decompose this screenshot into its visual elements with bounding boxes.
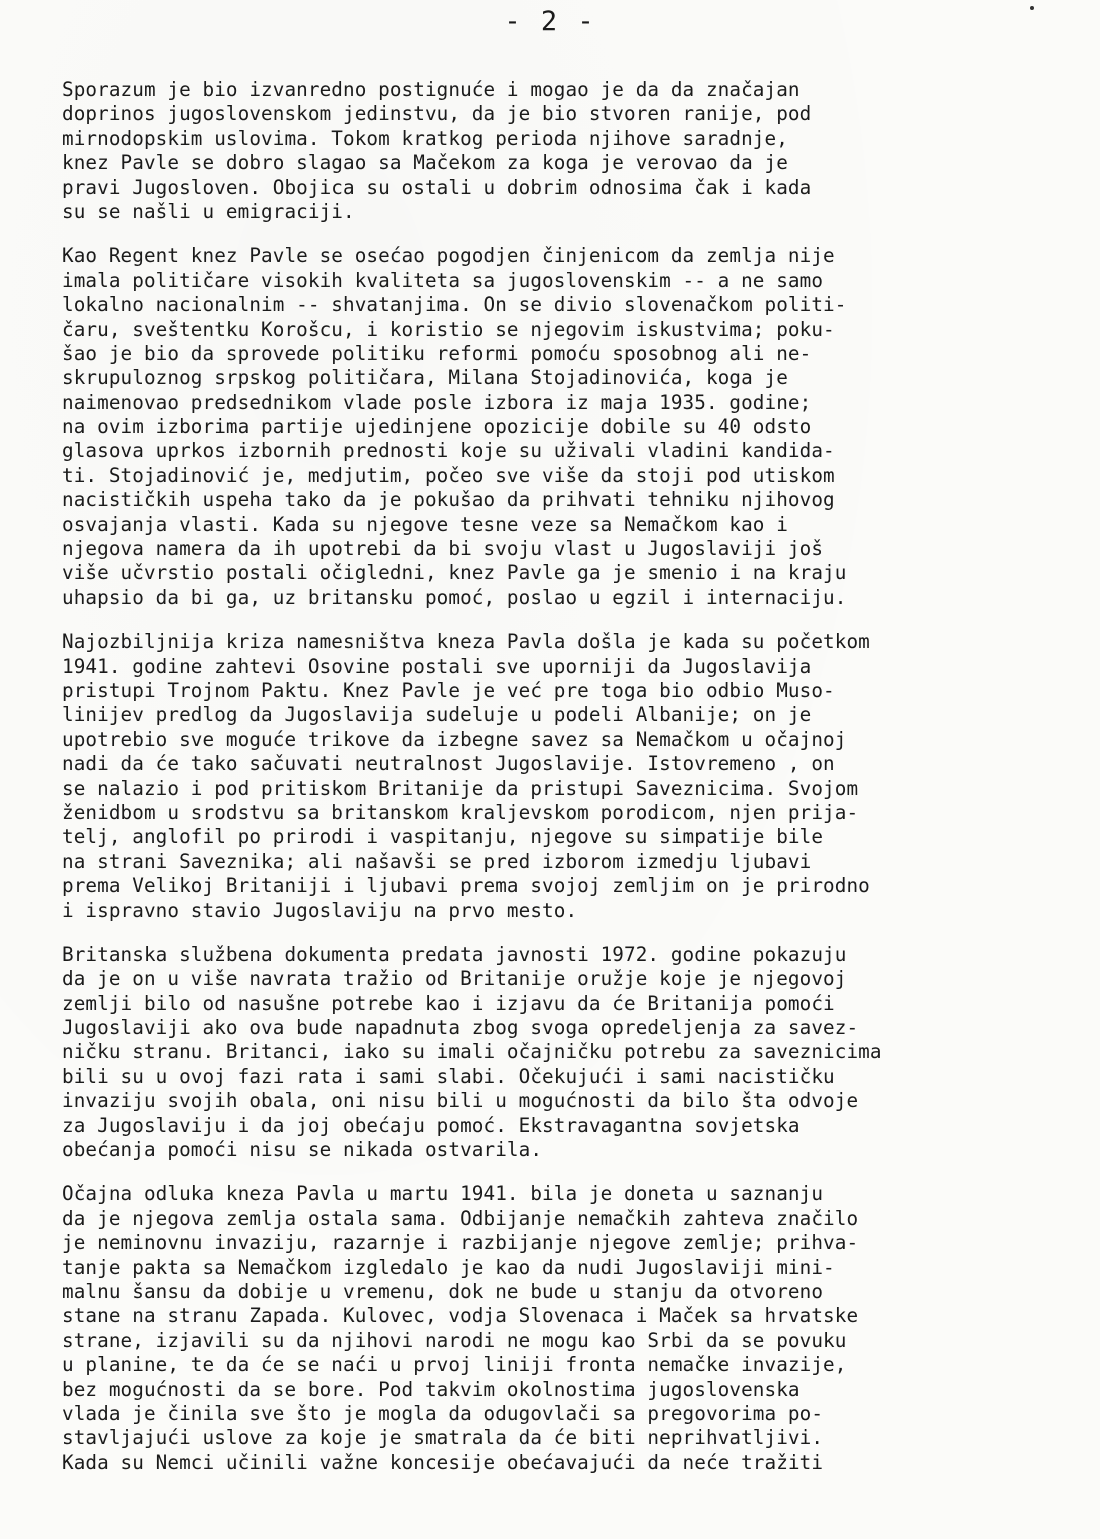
document-body [62,78,1062,1495]
text-line: uhapsio da bi ga, uz britansku pomoć, poslao u egzil i internaciju. [62,585,847,609]
text-line: tanje pakta sa Nemačkom izgledalo je kao da nudi Jugoslaviji mini- [62,1255,835,1279]
text-line: njegova namera da ih upotrebi da bi svoju vlast u Jugoslaviji još [62,537,824,561]
text-line: Najozbiljnija kriza namesništva kneza Pavla došla je kada su početkom [62,630,870,654]
text-line: Kao Regent knez Pavle se osećao pogodjen činjenicom da zemlja nije [62,244,835,268]
text-line: malnu šansu da dobije u vremenu, dok ne bude u stanju da otvoreno [62,1279,824,1303]
text-line: pristupi Trojnom Paktu. Knez Pavle je već pre toga bio odbio Muso- [62,678,835,702]
text-line: invaziju svojih obala, oni nisu bili u mogućnosti da bilo šta odvoje [62,1089,859,1113]
text-line: je neminovnu invaziju, razarnje i razbijanje njegove zemlje; prihva- [62,1231,859,1255]
text-line: lokalno nacionalnim -- shvatanjima. On se divio slovenačkom politi- [62,293,847,317]
text-line: i ispravno stavio Jugoslaviju na prvo mesto. [62,898,578,922]
text-line: nadi da će tako sačuvati neutralnost Jugoslavije. Istovremeno , on [62,752,835,776]
paragraph [62,1182,1062,1475]
text-line: su se našli u emigraciji. [62,199,355,223]
text-line: stane na stranu Zapada. Kulovec, vodja Slovenaca i Maček sa hrvatske [62,1304,859,1328]
text-line: zemlji bilo od nasušne potrebe kao i izjavu da će Britanija pomoći [62,991,835,1015]
text-line: ti. Stojadinović je, medjutim, počeo sve više da stoji pod utiskom [62,463,835,487]
text-line: na ovim izborima partije ujedinjene opozicije dobile su 40 odsto [62,415,812,439]
text-line: mirnodopskim uslovima. Tokom kratkog perioda njihove saradnje, [62,126,788,150]
text-line: čaru, sveštentku Korošcu, i koristio se njegovim iskustvima; poku- [62,317,835,341]
text-line: šao je bio da sprovede politiku reformi pomoću sposobnog ali ne- [62,341,812,365]
text-line: da je njegova zemlja ostala sama. Odbijanje nemačkih zahteva značilo [62,1206,859,1230]
text-line: linijev predlog da Jugoslavija sudeluje u podeli Albanije; on je [62,703,812,727]
paragraph [62,630,1062,923]
text-line: u planine, te da će se naći u prvoj liniji fronta nemačke invazije, [62,1353,847,1377]
text-line: osvajanja vlasti. Kada su njegove tesne veze sa Nemačkom kao i [62,512,788,536]
text-line: da je on u više navrata tražio od Britanije oružje koje je njegovoj [62,967,847,991]
text-line: bili su u ovoj fazi rata i sami slabi. Očekujući i sami nacističku [62,1064,835,1088]
text-line: Jugoslaviji ako ova bude napadnuta zbog svoga opredeljenja za savez- [62,1016,859,1040]
text-line: obećanja pomoći nisu se nikada ostvarila. [62,1138,543,1162]
page-number: - 2 - [504,6,596,37]
text-line: prema Velikoj Britaniji i ljubavi prema svojoj zemljim on je prirodno [62,874,870,898]
text-line: 1941. godine zahtevi Osovine postali sve uporniji da Jugoslavija [62,654,812,678]
text-line: glasova uprkos izbornih prednosti koje su uživali vladini kandida- [62,439,835,463]
text-line: ženidbom u srodstvu sa britanskom kraljevskom porodicom, njen prija- [62,800,859,824]
text-line: Očajna odluka kneza Pavla u martu 1941. bila je doneta u saznanju [62,1182,824,1206]
text-line: na strani Saveznika; ali našavši se pred izborom izmedju ljubavi [62,849,812,873]
text-line: nacističkih uspeha tako da je pokušao da prihvati tehniku njihovog [62,488,835,512]
text-line: više učvrstio postali očigledni, knez Pavle ga je smenio i na kraju [62,561,847,585]
text-line: bez mogućnosti da se bore. Pod takvim okolnostima jugoslovenska [62,1377,800,1401]
text-line: stavljajući uslove za koje je smatrala da će biti neprihvatljivi. [62,1426,824,1450]
text-line: pravi Jugosloven. Obojica su ostali u dobrim odnosima čak i kada [62,175,812,199]
paragraph [62,943,1062,1163]
paragraph [62,78,1062,224]
text-line: imala političare visokih kvaliteta sa jugoslovenskim -- a ne samo [62,268,824,292]
text-line: Kada su Nemci učinili važne koncesije obećavajući da neće tražiti [62,1450,824,1474]
text-line: vlada je činila sve što je mogla da odugovlači sa pregovorima po- [62,1401,824,1425]
text-line: knez Pavle se dobro slagao sa Mačekom za koga je verovao da je [62,151,788,175]
corner-mark [1030,6,1034,10]
text-line: skrupuloznog srpskog političara, Milana Stojadinovića, koga je [62,366,788,390]
text-line: naimenovao predsednikom vlade posle izbora iz maja 1935. godine; [62,390,812,414]
text-line: ničku stranu. Britanci, iako su imali očajničku potrebu za saveznicima [62,1040,882,1064]
paragraph [62,244,1062,610]
text-line: za Jugoslaviju i da joj obećaju pomoć. Ekstravagantna sovjetska [62,1113,800,1137]
text-line: strane, izjavili su da njihovi narodi ne mogu kao Srbi da se povuku [62,1328,847,1352]
text-line: upotrebio sve moguće trikove da izbegne savez sa Nemačkom u očajnoj [62,727,847,751]
text-line: Britanska službena dokumenta predata javnosti 1972. godine pokazuju [62,942,847,966]
text-line: Sporazum je bio izvanredno postignuće i mogao je da da značajan [62,78,800,101]
text-line: doprinos jugoslovenskom jedinstvu, da je bio stvoren ranije, pod [62,102,812,126]
text-line: se nalazio i pod pritiskom Britanije da pristupi Saveznicima. Svojom [62,776,859,800]
text-line: telj, anglofil po prirodi i vaspitanju, njegove su simpatije bile [62,825,824,849]
